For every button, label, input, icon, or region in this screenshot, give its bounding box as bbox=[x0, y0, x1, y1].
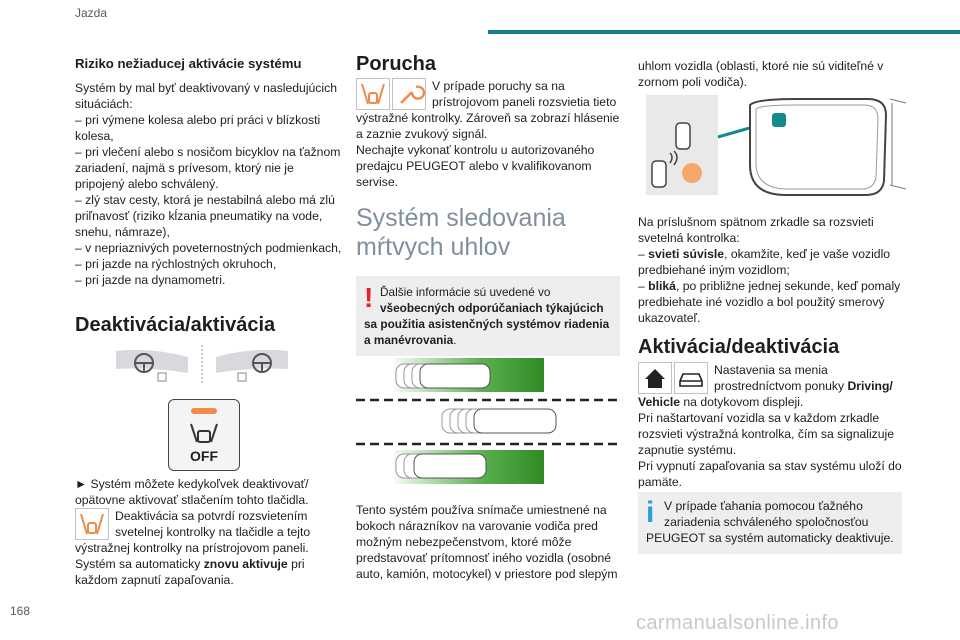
car-settings-icon bbox=[674, 362, 708, 394]
mirror-text bbox=[638, 214, 904, 326]
column-2 bbox=[356, 53, 620, 356]
blind-spot-illustration bbox=[356, 356, 618, 488]
fault-title: Porucha bbox=[356, 53, 437, 75]
home-icon bbox=[638, 362, 672, 394]
column-1 bbox=[75, 56, 343, 288]
exclamation-icon: ! bbox=[364, 282, 374, 313]
general-recommendations-note bbox=[356, 276, 620, 356]
wrench-icon bbox=[392, 78, 426, 110]
risk-item: – zlý stav cesty, ktorá je nestabilná alebo má zlú priľnavosť (riziko kĺzania pneumatiky na vode, snehu, námraze), bbox=[75, 193, 335, 239]
deactivation-text bbox=[75, 476, 343, 588]
fault-paragraph: V prípade poruchy sa na prístrojovom paneli rozsvietia tieto výstražné kontrolky. Zároveň sa zobrazí hlásenie a zaznie zvukový signál. bbox=[356, 79, 620, 141]
off-indicator-lamp bbox=[191, 408, 217, 414]
fault-service-text: Nechajte vykonať kontrolu u autorizovaného predajcu PEUGEOT alebo v kvalifikovanom servise. bbox=[356, 143, 595, 189]
bsm-off-button[interactable] bbox=[168, 399, 240, 471]
activation-menu-text: Nastavenia sa menia prostredníctvom ponuky Driving/ Vehicle na dotykovom displeji. bbox=[638, 363, 893, 409]
risk-item: – pri výmene kolesa alebo pri práci v blízkosti kolesa, bbox=[75, 113, 321, 143]
bsm-title: Systém sledovania mŕtvych uhlov bbox=[356, 204, 566, 261]
deactivation-paragraph: ► Systém môžete kedykoľvek deaktivovať/ opätovne aktivovať stlačením tohto tlačidla. bbox=[75, 477, 309, 507]
page-number: 168 bbox=[10, 604, 31, 618]
risk-intro: Systém by mal byť deaktivovaný v nasledujúcich situáciách: bbox=[75, 81, 337, 111]
risk-item: – v nepriaznivých poveternostných podmienkach, bbox=[75, 241, 342, 255]
towing-info-note bbox=[638, 492, 902, 554]
towing-note-text: V prípade ťahania pomocou ťažného zariadenia schváleného spoločnosťou PEUGEOT sa systém automaticky deaktivuje. bbox=[646, 499, 894, 545]
bsm-paragraph: Tento systém používa snímače umiestnené na bokoch nárazníkov na varovanie vodiča pred možným nebezpečenstvom, ktoré môže predstavovať prítomnosť iného vozidla (osobné auto, kamión, motocykel) v priestore pod slepým bbox=[356, 503, 618, 581]
risk-item: – pri vlečení alebo s nosičom bicyklov na ťažnom zariadení, najmä s prívesom, ktorý nie je pripojený alebo schválený. bbox=[75, 145, 341, 191]
mirror-illustration bbox=[646, 95, 906, 205]
activation-start-text: Pri naštartovaní vozidla sa v každom zrkadle rozsvieti výstražná kontrolka, čím sa signalizuje zapnutie systému. bbox=[638, 411, 895, 457]
mirror-intro: Na príslušnom spätnom zrkadle sa rozsvieti svetelná kontrolka: bbox=[638, 215, 874, 245]
risk-title: Riziko nežiaducej aktivácie systému bbox=[75, 56, 302, 71]
info-icon: i bbox=[646, 496, 655, 529]
warning-lamp-icon bbox=[356, 78, 390, 110]
activation-memory-text: Pri vypnutí zapaľovania sa stav systému uloží do pamäte. bbox=[638, 459, 902, 489]
mirror-item-steady: – svieti súvisle, okamžite, keď je vaše vozidlo predbiehané iným vozidlom; bbox=[638, 247, 891, 277]
bsm-continuation: uhlom vozidla (oblasti, ktoré nie sú viditeľné v zornom poli vodiča). bbox=[638, 59, 884, 89]
reactivation-text: Systém sa automaticky znovu aktivuje pri každom zapnutí zapaľovania. bbox=[75, 557, 305, 587]
blind-spot-car-icon bbox=[187, 420, 221, 446]
section-header: Jazda bbox=[75, 6, 108, 20]
column-3 bbox=[638, 58, 904, 90]
deactivation-title: Deaktivácia/aktivácia bbox=[75, 314, 276, 336]
watermark: carmanualsonline.info bbox=[636, 612, 839, 634]
risk-item: – pri jazde na rýchlostných okruhoch, bbox=[75, 257, 277, 271]
off-label: OFF bbox=[190, 448, 218, 464]
header-accent-bar bbox=[488, 30, 960, 34]
warning-lamp-icon bbox=[75, 508, 109, 540]
deactivation-confirm-text: Deaktivácia sa potvrdí rozsvietením svetelnej kontrolky na tlačidle a tejto výstražnej kontrolky na prístrojovom paneli. bbox=[75, 509, 311, 555]
bsm-description bbox=[356, 502, 620, 582]
note-text: Ďalšie informácie sú uvedené vo všeobecných odporúčaniach týkajúcich sa použitia asistenčných systémov riadenia a manévrovania. bbox=[364, 285, 610, 347]
activation-text bbox=[638, 362, 904, 490]
risk-item: – pri jazde na dynamometri. bbox=[75, 273, 226, 287]
steering-switch-illustration bbox=[112, 343, 292, 385]
mirror-item-flashing: – bliká, po približne jednej sekunde, keď pomaly predbiehate iné vozidlo a bol použitý smerový ukazovateľ. bbox=[638, 279, 901, 325]
activation-title: Aktivácia/deaktivácia bbox=[638, 336, 840, 358]
